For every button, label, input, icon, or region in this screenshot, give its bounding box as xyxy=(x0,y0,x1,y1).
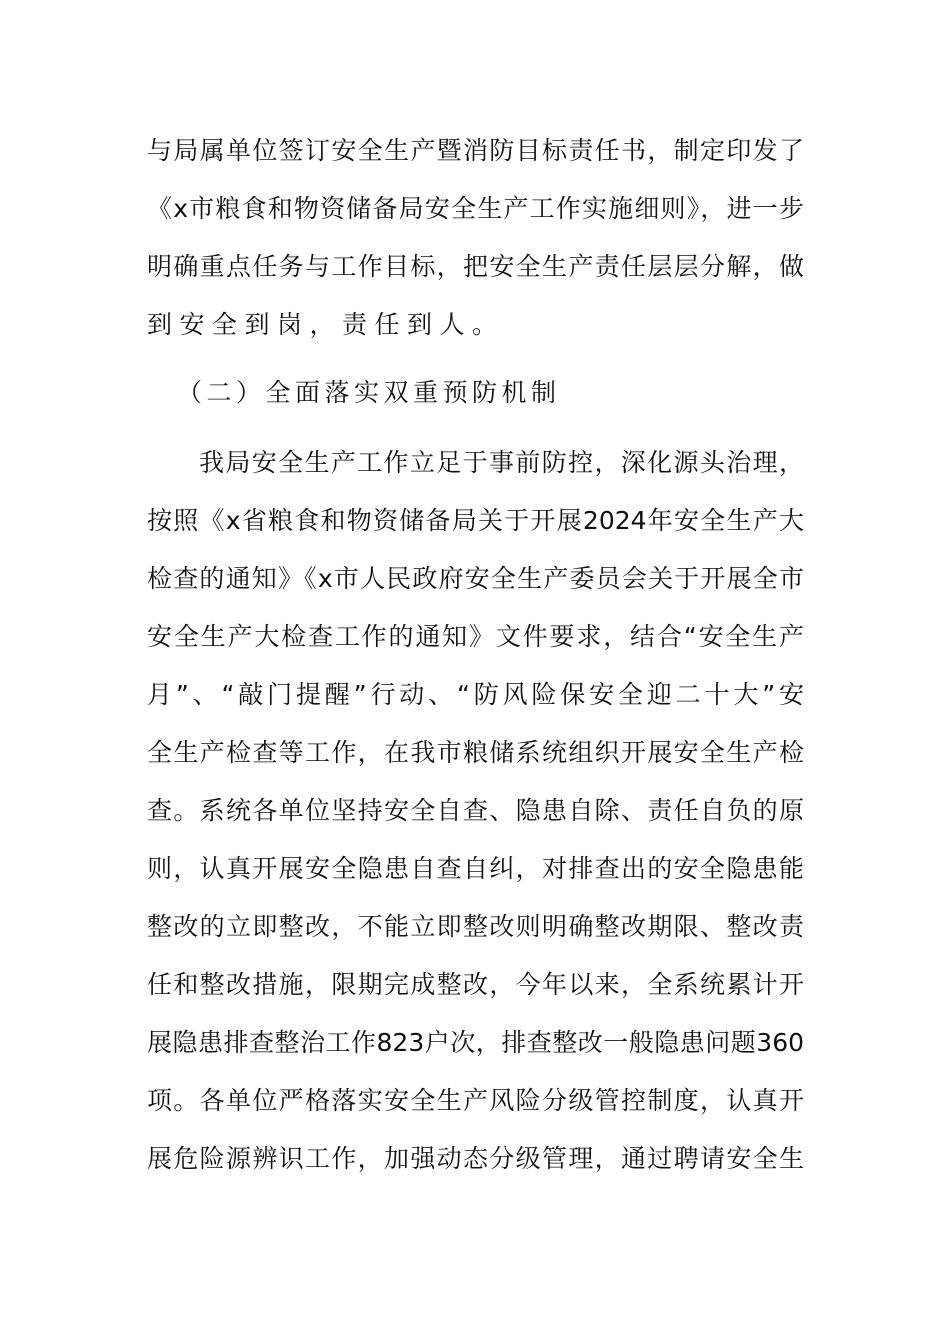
paragraph-line: 到安全到岗，责任到人。 xyxy=(147,310,505,339)
paragraph-line: 安全生产大检查工作的通知》文件要求，结合“安全生产 xyxy=(147,622,804,651)
paragraph-line: 任和整改措施，限期完成整改，今年以来，全系统累计开 xyxy=(147,970,804,999)
section-heading: （二）全面落实双重预防机制 xyxy=(177,378,561,407)
paragraph-line: 《x市粮食和物资储备局安全生产工作实施细则》，进一步 xyxy=(147,194,804,223)
paragraph-line: 与局属单位签订安全生产暨消防目标责任书，制定印发了 xyxy=(147,136,804,165)
paragraph-line: 整改的立即整改，不能立即整改则明确整改期限、整改责 xyxy=(147,912,804,941)
paragraph-line: 检查的通知》《x市人民政府安全生产委员会关于开展全市 xyxy=(147,564,804,593)
paragraph-line: 展隐患排查整治工作823户次，排查整改一般隐患问题360 xyxy=(147,1028,804,1057)
paragraph-line: 查。系统各单位坚持安全自查、隐患自除、责任自负的原 xyxy=(147,796,804,825)
paragraph-line: 按照《x省粮食和物资储备局关于开展2024年安全生产大 xyxy=(147,506,804,535)
paragraph-first-line: 我局安全生产工作立足于事前防控，深化源头治理， xyxy=(199,448,804,477)
paragraph-line: 明确重点任务与工作目标，把安全生产责任层层分解，做 xyxy=(147,252,804,281)
paragraph-line: 则，认真开展安全隐患自查自纠，对排查出的安全隐患能 xyxy=(147,854,804,883)
paragraph-line: 全生产检查等工作，在我市粮储系统组织开展安全生产检 xyxy=(147,738,804,767)
paragraph-line: 项。各单位严格落实安全生产风险分级管控制度，认真开 xyxy=(147,1086,804,1115)
paragraph-line: 月”、“敲门提醒”行动、“防风险保安全迎二十大”安 xyxy=(147,680,804,709)
paragraph-line: 展危险源辨识工作，加强动态分级管理，通过聘请安全生 xyxy=(147,1144,804,1173)
